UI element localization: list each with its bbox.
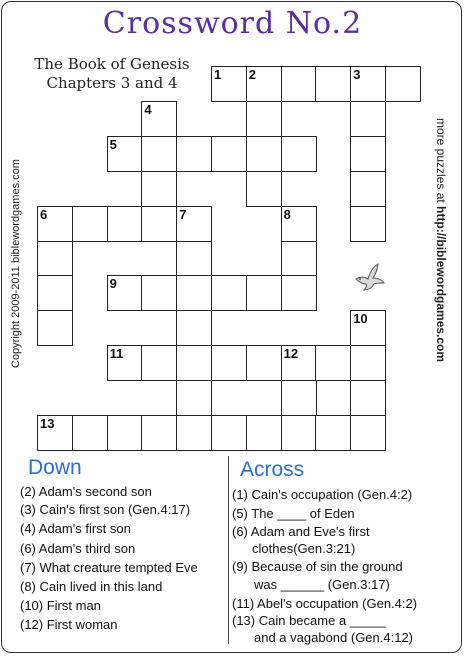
- clue-number: 1: [214, 67, 222, 82]
- crossword-cell[interactable]: [246, 101, 282, 137]
- down-clue: (2) Adam's second son: [20, 484, 152, 499]
- crossword-cell[interactable]: [37, 415, 73, 451]
- puzzle-title: Crossword No.2: [102, 6, 363, 41]
- crossword-cell[interactable]: [107, 415, 143, 451]
- down-clue: (12) First woman: [20, 617, 118, 632]
- crossword-cell[interactable]: [315, 415, 351, 451]
- clue-number: 6: [40, 206, 48, 222]
- crossword-cell[interactable]: [350, 380, 386, 416]
- crossword-cell[interactable]: [176, 345, 212, 381]
- clue-number: 9: [109, 276, 117, 292]
- crossword-cell[interactable]: [281, 415, 317, 451]
- crossword-cell[interactable]: [281, 66, 317, 102]
- crossword-cell[interactable]: [350, 101, 386, 137]
- crossword-cell[interactable]: [176, 310, 212, 346]
- book-subtitle: The Book of Genesis: [34, 55, 190, 73]
- crossword-cell[interactable]: [350, 66, 386, 102]
- crossword-cell[interactable]: [37, 275, 73, 311]
- crossword-cell[interactable]: [350, 415, 386, 451]
- crossword-cell[interactable]: [211, 415, 247, 451]
- crossword-cell[interactable]: [37, 206, 73, 242]
- down-clue: (8) Cain lived in this land: [20, 579, 163, 594]
- down-clue: (6) Adam's third son: [20, 541, 136, 556]
- across-clue: (5) The ____ of Eden: [232, 506, 355, 521]
- clue-number: 8: [283, 206, 291, 222]
- down-clue: (10) First man: [20, 598, 101, 613]
- crossword-cell[interactable]: [72, 206, 108, 242]
- crossword-cell[interactable]: [141, 275, 177, 311]
- crossword-cell[interactable]: [246, 171, 282, 207]
- crossword-cell[interactable]: [350, 206, 386, 242]
- down-clue: (3) Cain's first son (Gen.4:17): [20, 502, 191, 517]
- crossword-cell[interactable]: [281, 241, 317, 277]
- clue-number: 7: [179, 206, 187, 222]
- more-puzzles-prefix: more puzzles at: [434, 118, 448, 207]
- clue-number: 10: [353, 311, 368, 327]
- across-clue: and a vagabond (Gen.4:12): [254, 630, 414, 645]
- crossword-cell[interactable]: [211, 345, 247, 381]
- crossword-cell[interactable]: [176, 136, 212, 172]
- across-clue: (1) Cain's occupation (Gen.4:2): [232, 487, 413, 502]
- crossword-cell[interactable]: [211, 275, 247, 311]
- crossword-cell[interactable]: [176, 380, 212, 416]
- clues-divider: [228, 456, 229, 644]
- crossword-cell[interactable]: [385, 66, 421, 102]
- crossword-cell[interactable]: [350, 310, 386, 346]
- clue-number: 13: [40, 416, 55, 431]
- crossword-cell[interactable]: [141, 136, 177, 172]
- more-puzzles-link[interactable]: http://biblewordgames.com: [434, 206, 448, 363]
- down-clue: (7) What creature tempted Eve: [20, 560, 198, 575]
- crossword-cell[interactable]: [176, 415, 212, 451]
- clue-number: 4: [144, 101, 152, 117]
- crossword-cell[interactable]: [350, 345, 386, 381]
- dove-icon: [353, 262, 387, 292]
- crossword-cell[interactable]: [315, 345, 351, 381]
- crossword-cell[interactable]: [246, 415, 282, 451]
- crossword-cell[interactable]: [281, 275, 317, 311]
- crossword-cell[interactable]: [246, 66, 282, 102]
- clue-number: 2: [248, 67, 257, 82]
- crossword-cell[interactable]: [246, 345, 282, 381]
- crossword-cell[interactable]: [37, 241, 73, 277]
- more-puzzles-text: [434, 118, 448, 362]
- crossword-cell[interactable]: [107, 345, 143, 381]
- crossword-cell[interactable]: [37, 310, 73, 346]
- across-clue: (13) Cain became a _____: [232, 613, 386, 628]
- crossword-cell[interactable]: [176, 206, 212, 242]
- crossword-cell[interactable]: [246, 136, 282, 172]
- clue-number: 12: [283, 346, 299, 362]
- crossword-cell[interactable]: [141, 206, 177, 242]
- copyright-text: Copyright 2009-2011 biblewordgames.com: [10, 159, 22, 368]
- across-heading: Across: [240, 458, 305, 481]
- across-clue: (9) Because of sin the ground: [232, 559, 403, 574]
- crossword-cell[interactable]: [281, 206, 317, 242]
- chapters-subtitle: Chapters 3 and 4: [46, 74, 178, 92]
- across-clue: (6) Adam and Eve's first: [232, 524, 370, 539]
- crossword-cell[interactable]: [350, 171, 386, 207]
- down-clue: (4) Adam's first son: [20, 521, 131, 536]
- crossword-cell[interactable]: [141, 345, 177, 381]
- clue-number: 5: [109, 136, 117, 152]
- crossword-cell[interactable]: [141, 415, 177, 451]
- crossword-cell[interactable]: [176, 275, 212, 311]
- across-clue: was ______ (Gen.3:17): [254, 577, 390, 592]
- crossword-cell[interactable]: [141, 171, 177, 207]
- down-heading: Down: [28, 456, 82, 479]
- crossword-cell[interactable]: [176, 241, 212, 277]
- crossword-cell[interactable]: [315, 66, 351, 102]
- clue-number: 3: [353, 67, 361, 82]
- across-clue: clothes(Gen.3:21): [252, 541, 356, 556]
- crossword-cell[interactable]: [281, 380, 317, 416]
- crossword-cell[interactable]: [141, 101, 177, 137]
- across-clue: (11) Abel's occupation (Gen.4:2): [232, 596, 418, 611]
- crossword-cell[interactable]: [107, 136, 143, 172]
- crossword-cell[interactable]: [246, 275, 282, 311]
- crossword-cell[interactable]: [107, 206, 143, 242]
- crossword-cell[interactable]: [281, 345, 317, 381]
- crossword-cell[interactable]: [211, 136, 247, 172]
- crossword-cell[interactable]: [72, 415, 108, 451]
- crossword-cell[interactable]: [350, 136, 386, 172]
- crossword-cell[interactable]: [281, 136, 317, 172]
- clue-number: 11: [109, 346, 124, 362]
- crossword-cell[interactable]: [211, 66, 247, 102]
- crossword-cell[interactable]: [107, 275, 143, 311]
